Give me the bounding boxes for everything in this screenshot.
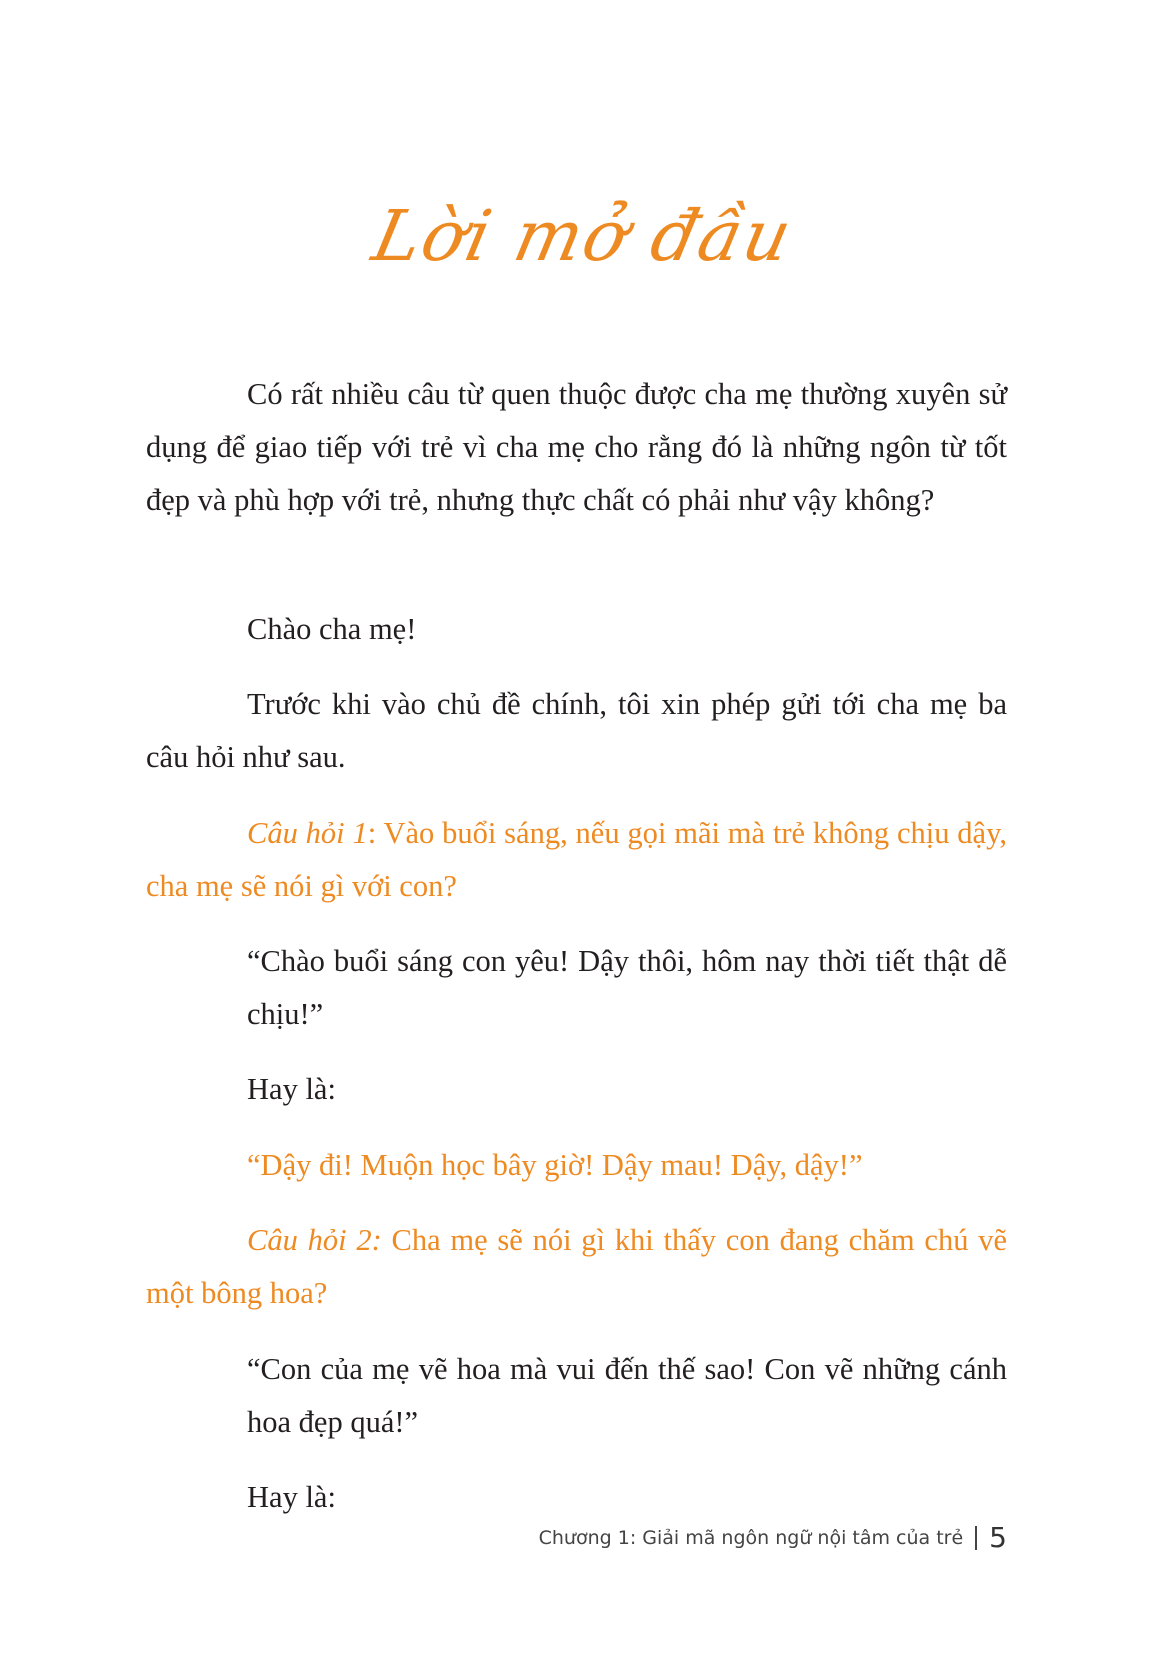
alternative-1-quote: “Dậy đi! Muộn học bây giờ! Dậy mau! Dậy, dậy!” (247, 1148, 863, 1182)
question-1 (146, 807, 1007, 913)
greeting-paragraph: Chào cha mẹ! (247, 612, 417, 646)
answer-2-quote: “Con của mẹ vẽ hoa mà vui đến thế sao! Con vẽ những cánh hoa đẹp quá!” (247, 1352, 1007, 1439)
question-2-text: Cha mẹ sẽ nói gì khi thấy con đang chăm chú vẽ một bông hoa? (146, 1223, 1007, 1310)
lead-in-paragraph: Trước khi vào chủ đề chính, tôi xin phép gửi tới cha mẹ ba câu hỏi như sau. (146, 687, 1007, 774)
question-1-text: : Vào buổi sáng, nếu gọi mãi mà trẻ không chịu dậy, cha mẹ sẽ nói gì với con? (146, 816, 1007, 903)
question-1-label: Câu hỏi 1 (247, 816, 368, 850)
page-footer (539, 1521, 1007, 1554)
chapter-title: Chương 1: Giải mã ngôn ngữ nội tâm của trẻ (538, 1526, 964, 1549)
answer-1-quote: “Chào buổi sáng con yêu! Dậy thôi, hôm nay thời tiết thật dễ chịu!” (247, 944, 1007, 1031)
question-2-label: Câu hỏi 2: (247, 1223, 382, 1257)
page-number: 5 (989, 1521, 1007, 1554)
intro-paragraph: Có rất nhiều câu từ quen thuộc được cha mẹ thường xuyên sử dụng để giao tiếp với trẻ vì cha mẹ cho rằng đó là những ngôn từ tốt đẹp và phù hợp với trẻ, nhưng thực chất có phải như vậy không? (146, 377, 1007, 517)
or-label-1: Hay là: (247, 1072, 336, 1106)
footer-divider (975, 1526, 977, 1550)
or-label-2: Hay là: (247, 1480, 336, 1514)
page-title: Lời mở đầu (365, 195, 801, 277)
question-2 (146, 1214, 1007, 1320)
